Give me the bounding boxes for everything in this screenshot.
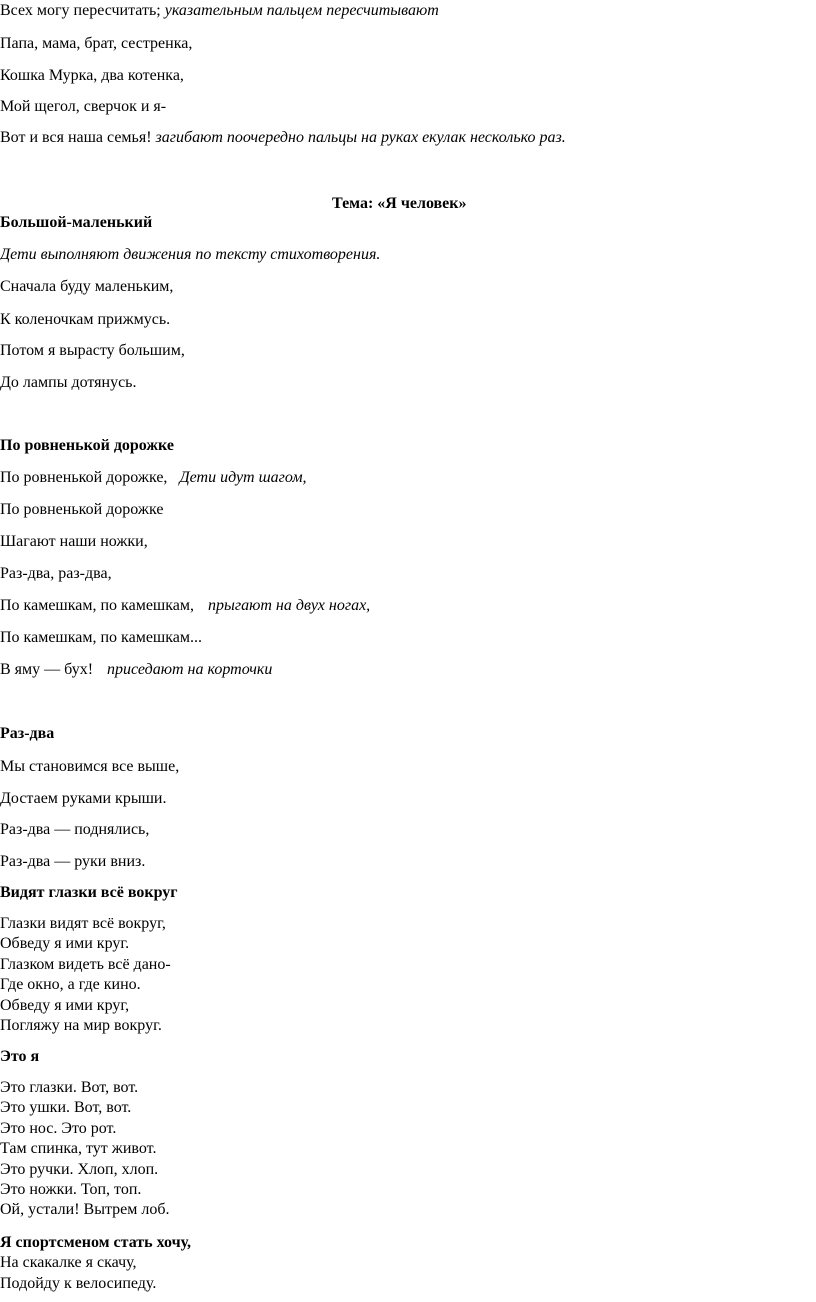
poem-line <box>0 596 370 616</box>
poem-line <box>0 660 272 680</box>
section-title-eyes: Видят глазки всё вокруг <box>0 884 178 901</box>
poem-line: Обведу я ими круг, <box>0 997 130 1014</box>
poem-line-text: По ровненькой дорожке, <box>0 469 168 486</box>
poem-line-text: По камешкам, по камешкам, <box>0 597 194 614</box>
poem-line-note: Дети идут шагом, <box>179 469 307 486</box>
poem-line: Погляжу на мир вокруг. <box>0 1017 162 1034</box>
theme-title: Тема: «Я человек» <box>332 195 467 212</box>
poem-line: По ровненькой дорожке <box>0 501 164 518</box>
intro-line-5-text: Вот и вся наша семья! <box>0 129 156 146</box>
poem-line: На скакалке я скачу, <box>0 1254 137 1271</box>
intro-line-1-note: указательным пальцем пересчитывают <box>164 2 439 19</box>
poem-line: Мы становимся все выше, <box>0 758 180 775</box>
intro-line-5 <box>0 128 566 148</box>
poem-line: Глазки видят всё вокруг, <box>0 915 166 932</box>
poem-line: Это ножки. Топ, топ. <box>0 1181 142 1198</box>
poem-line-note: приседают на корточки <box>107 661 273 678</box>
intro-line-5-note: загибают поочередно пальцы на руках екулак несколько раз. <box>155 129 566 146</box>
poem-line-text: В яму — бух! <box>0 661 94 678</box>
intro-line-1 <box>0 1 439 21</box>
poem-line: Раз-два — руки вниз. <box>0 853 146 870</box>
intro-line-2: Папа, мама, брат, сестренка, <box>0 35 193 52</box>
intro-line-4: Мой щегол, сверчок и я- <box>0 98 167 115</box>
poem-line <box>0 468 307 488</box>
poem-line: По камешкам, по камешкам... <box>0 629 202 646</box>
poem-line: Подойду к велосипеду. <box>0 1275 157 1292</box>
section-instruction-big-small: Дети выполняют движения по тексту стихотворения. <box>0 246 381 263</box>
poem-line: Потом я вырасту большим, <box>0 342 185 359</box>
poem-line: До лампы дотянусь. <box>0 374 137 391</box>
poem-line: Ой, устали! Вытрем лоб. <box>0 1201 170 1218</box>
poem-line: Это ушки. Вот, вот. <box>0 1099 132 1116</box>
section-title-one-two: Раз-два <box>0 725 55 742</box>
poem-line: Это ручки. Хлоп, хлоп. <box>0 1161 159 1178</box>
intro-line-3: Кошка Мурка, два котенка, <box>0 67 184 84</box>
poem-line: Сначала буду маленьким, <box>0 278 174 295</box>
poem-line: Шагают наши ножки, <box>0 533 148 550</box>
poem-line: Это нос. Это рот. <box>0 1120 117 1137</box>
poem-line: Глазком видеть всё дано- <box>0 956 171 973</box>
poem-line: Обведу я ими круг. <box>0 935 130 952</box>
poem-line: К коленочкам прижмусь. <box>0 311 171 328</box>
section-title-sportsman: Я спортсменом стать хочу, <box>0 1234 191 1251</box>
poem-line: Достаем руками крыши. <box>0 790 167 807</box>
poem-line: Это глазки. Вот, вот. <box>0 1079 139 1096</box>
intro-line-1-text: Всех могу пересчитать; <box>0 2 165 19</box>
poem-line-note: прыгают на двух ногах, <box>208 597 371 614</box>
poem-line: Где окно, а где кино. <box>0 976 141 993</box>
section-title-big-small: Большой-маленький <box>0 214 153 231</box>
section-title-path: По ровненькой дорожке <box>0 437 174 454</box>
poem-line: Раз-два, раз-два, <box>0 565 112 582</box>
section-title-this-is-me: Это я <box>0 1048 40 1065</box>
poem-line: Раз-два — поднялись, <box>0 821 150 838</box>
poem-line: Там спинка, тут живот. <box>0 1140 157 1157</box>
